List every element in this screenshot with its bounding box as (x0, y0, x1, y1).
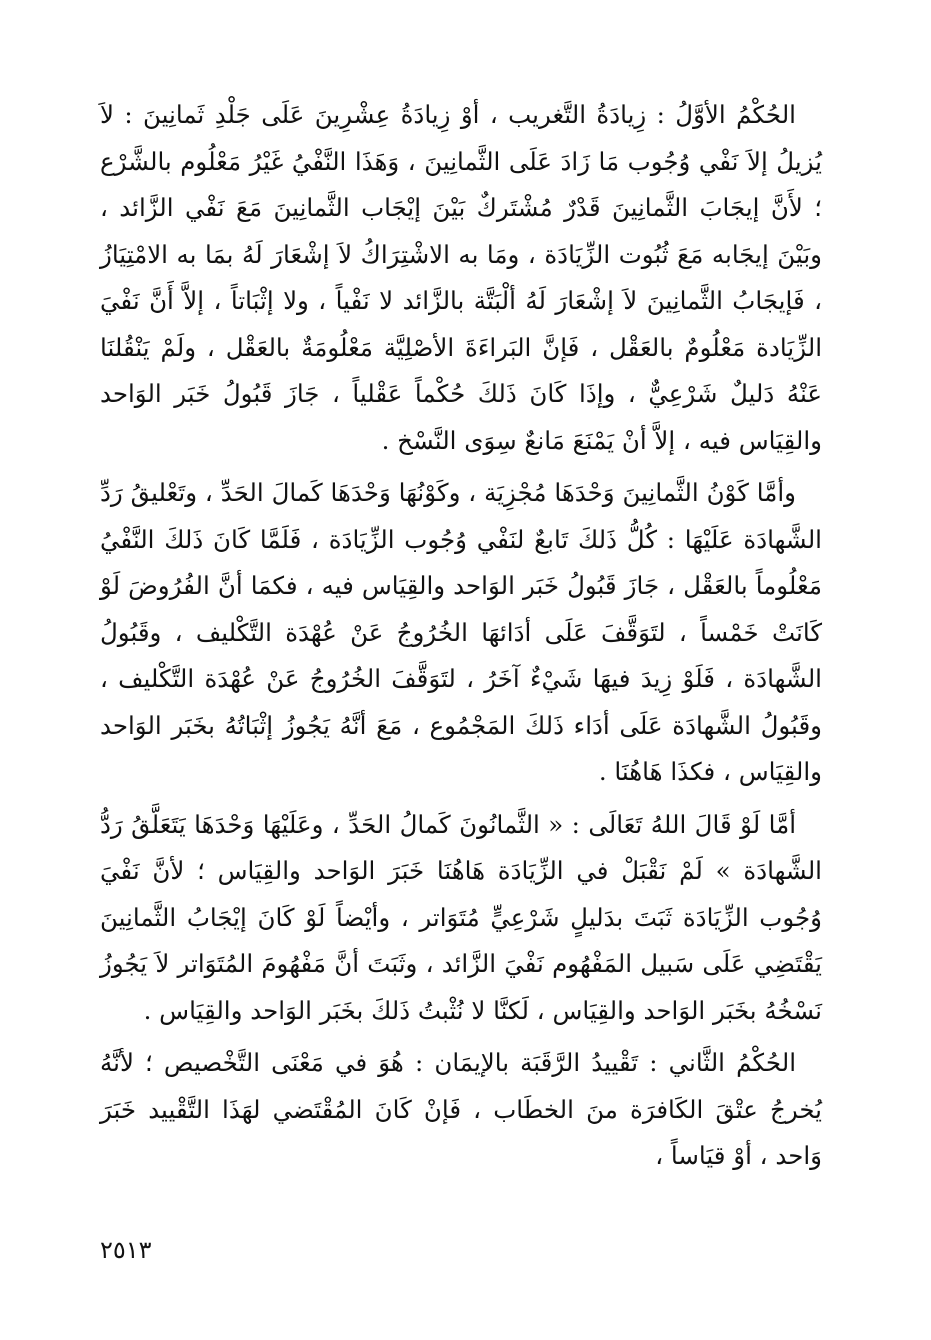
paragraph-2: وأمَّا كَوْنُ الثَّمانِينَ وَحْدَهَا مُجْزِيَة ، وكَوْنُهَا وَحْدَهَا كَمالَ الحَدِّ ، وتَعْليقُ رَدِّ الشَّهادَة عَلَيْهَا : كُلُّ ذَلكَ تَابعٌ لنَفْي وُجُوب الزِّيَادَة ، فَلَمَّا كَانَ ذَلكَ النَّفْيُ مَعْلُوماً بالعَقْل ، جَازَ قَبُولُ خَبَر الوَاحد والقِيَاس فيه ، فكمَا أنَّ الفُرُوضَ لَوْ كَانَتْ خَمْساً ، لتَوَقَّفَ عَلَى أدَائهَا الخُرُوجُ عَنْ عُهْدَة التَّكْليف ، وقَبُولُ الشَّهادَة ، فَلَوْ زِيدَ فيهَا شَيْءٌ آخَرُ ، لتَوَقَّفَ الخُرُوجُ عَنْ عُهْدَة التَّكْليف ، وقَبُولُ الشَّهادَة عَلَى أدَاء ذَلكَ المَجْمُوع ، مَعَ أنَّهُ يَجُوزُ إثْبَاتُهُ بخَبَر الوَاحد والقِيَاس ، فكذَا هَاهُنَا . (100, 478, 822, 786)
page-number: ٢٥١٣ (100, 1236, 152, 1264)
body-text (100, 92, 822, 1186)
paragraph-4: الحُكْمُ الثَّاني : تَقْييدُ الرَّقَبَة بالإيمَان : هُوَ في مَعْنَى التَّخْصيص ؛ لأنَّهُ يُخرجُ عتْقَ الكَافرَة منَ الخطَاب ، فَإنْ كَانَ المُقْتَضي لهَذَا التَّقْييد خَبَرَ وَاحد ، أوْ قيَاساً ، (100, 1048, 822, 1170)
paragraph-3: أمَّا لَوْ قَالَ اللهُ تَعَالَى : « الثَّمانُونَ كَمالُ الحَدِّ ، وعَلَيْهَا وَحْدَهَا يَتَعَلَّقُ رَدُّ الشَّهادَة » لَمْ نَقْبَلْ في الزِّيَادَة هَاهُنَا خَبَرَ الوَاحد والقِيَاس ؛ لأنَّ نَفْيَ وُجُوب الزِّيَادَة ثَبَتَ بدَليلٍ شَرْعِيٍّ مُتَوَاتر ، وأيْضاً لَوْ كَانَ إيْجَابُ الثَّمانِينَ يَقْتَضِي عَلَى سَبيل المَفْهُوم نَفْيَ الزَّائد ، وثَبَتَ أنَّ مَفْهُومَ المُتَوَاتر لاَ يَجُوزُ نَسْخُهُ بخَبَر الوَاحد والقِيَاس ، لَكنَّا لا نُثْبتُ ذَلكَ بخَبَر الوَاحد والقِيَاس . (100, 809, 822, 1025)
paragraph-1: الحُكْمُ الأوَّلُ : زِيادَةُ التَّغريب ، أوْ زِيادَةُ عِشْرِينَ عَلَى جَلْدِ ثَمانِينَ : لاَ يُزيلُ إلاَ نَفْي وُجُوب مَا زَادَ عَلَى الثَّمانِينَ ، وَهَذَا النَّفْيُ غَيْرُ مَعْلُوم بالشَّرْع ؛ لأَنَّ إيجَابَ الثَّمانِينَ قَدْرٌ مُشْتَركٌ بَيْنَ إيْجَاب الثَّمانِينَ مَعَ نَفْي الزَّائد ، وبَيْنَ إيجَابه مَعَ ثُبُوت الزِّيَادَة ، ومَا به الاشْتِرَاكُ لاَ إشْعَارَ لَهُ بمَا به الامْتِيَازُ ، فَإيجَابُ الثَّمانِينَ لاَ إشْعَارَ لَهُ ألْبَتَّة بالزَّائد لا نَفْياً ، ولا إثْبَاتاً ، إلاَّ أَنَّ نَفْيَ الزِّيَادة مَعْلُومٌ بالعَقْل ، فَإنَّ البَراءَةَ الأصْلِيَّة مَعْلُومَةٌ بالعَقْل ، ولَمْ يَنْقُلنَا عَنْهُ دَليلٌ شَرْعِيٌّ ، وإذَا كَانَ ذَلكَ حُكْماً عَقْلياً ، جَازَ قَبُولُ خَبَر الوَاحد والقِيَاس فيه ، إلاَّ أنْ يَمْنَعَ مَانعٌ سِوَى النَّسْخ . (100, 100, 822, 455)
